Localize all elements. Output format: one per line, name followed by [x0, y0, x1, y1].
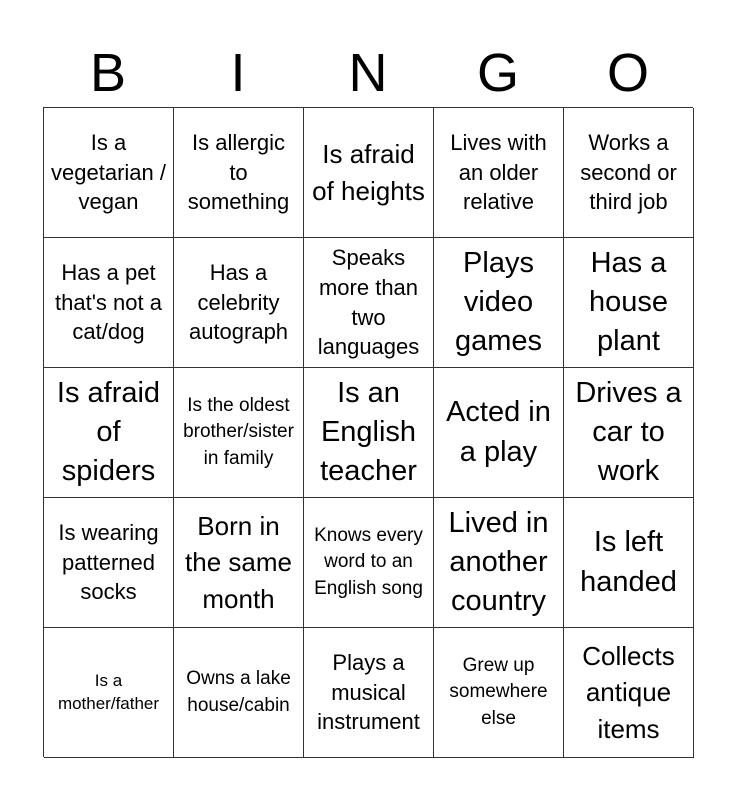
cell-text: Born in the same month [185, 510, 292, 614]
bingo-cell-r1c3[interactable] [304, 108, 434, 238]
cell-text: Knows every word to an English song [314, 524, 423, 599]
cell-text: Is afraid of spiders [56, 376, 161, 488]
bingo-cell-r1c5[interactable] [564, 108, 694, 238]
cell-text: Works a second or third job [580, 129, 677, 215]
cell-text: Is an English teacher [320, 376, 417, 488]
bingo-card [43, 107, 693, 757]
bingo-cell-r5c2[interactable] [174, 628, 304, 758]
cell-text: Is a mother/father [57, 670, 160, 713]
bingo-cell-r5c5[interactable] [564, 628, 694, 758]
cell-text: Lives with an older relative [450, 129, 547, 215]
cell-text: Has a celebrity autograph [188, 259, 289, 345]
cell-text: Is left handed [580, 526, 677, 598]
bingo-cell-r4c4[interactable] [434, 498, 564, 628]
header-letter-o: O [606, 43, 649, 103]
cell-text: Owns a lake house/cabin [186, 667, 291, 716]
bingo-cell-r1c4[interactable] [434, 108, 564, 238]
cell-text: Lived in another country [448, 506, 549, 618]
cell-text: Plays video games [454, 246, 543, 358]
cell-text: Has a pet that's not a cat/dog [55, 259, 162, 345]
bingo-cell-r5c1[interactable] [44, 628, 174, 758]
bingo-cell-r2c4[interactable] [434, 238, 564, 368]
cell-text: Is wearing patterned socks [58, 519, 159, 605]
bingo-cell-r3c2[interactable] [174, 368, 304, 498]
cell-text: Drives a car to work [575, 376, 682, 488]
cell-text: Is afraid of heights [312, 139, 425, 206]
bingo-header [43, 40, 693, 106]
cell-text: Is the oldest brother/sister in family [183, 394, 294, 469]
bingo-cell-r2c5[interactable] [564, 238, 694, 368]
cell-text: Speaks more than two languages [317, 245, 420, 360]
header-letter-i: I [230, 43, 246, 103]
bingo-cell-r4c5[interactable] [564, 498, 694, 628]
header-letter-b: B [89, 43, 127, 103]
bingo-cell-r5c3[interactable] [304, 628, 434, 758]
bingo-cell-r4c2[interactable] [174, 498, 304, 628]
header-letter-g: G [476, 43, 519, 103]
bingo-cell-r4c1[interactable] [44, 498, 174, 628]
bingo-cell-r1c2[interactable] [174, 108, 304, 238]
bingo-cell-r3c3[interactable] [304, 368, 434, 498]
bingo-cell-r2c3[interactable] [304, 238, 434, 368]
bingo-cell-r3c4[interactable] [434, 368, 564, 498]
cell-text: Is allergic to something [187, 129, 290, 215]
cell-text: Has a house plant [588, 246, 668, 358]
bingo-cell-r4c3[interactable] [304, 498, 434, 628]
cell-text: Grew up somewhere else [449, 654, 548, 729]
cell-text: Collects antique items [582, 640, 675, 744]
bingo-cell-r5c4[interactable] [434, 628, 564, 758]
cell-text: Plays a musical instrument [317, 649, 420, 735]
bingo-cell-r3c1[interactable] [44, 368, 174, 498]
bingo-cell-r2c1[interactable] [44, 238, 174, 368]
bingo-cell-r3c5[interactable] [564, 368, 694, 498]
bingo-cell-r2c2[interactable] [174, 238, 304, 368]
bingo-cell-r1c1[interactable] [44, 108, 174, 238]
header-letter-n: N [348, 43, 388, 103]
cell-text: Is a vegetarian / vegan [51, 129, 166, 215]
cell-text: Acted in a play [446, 396, 551, 468]
